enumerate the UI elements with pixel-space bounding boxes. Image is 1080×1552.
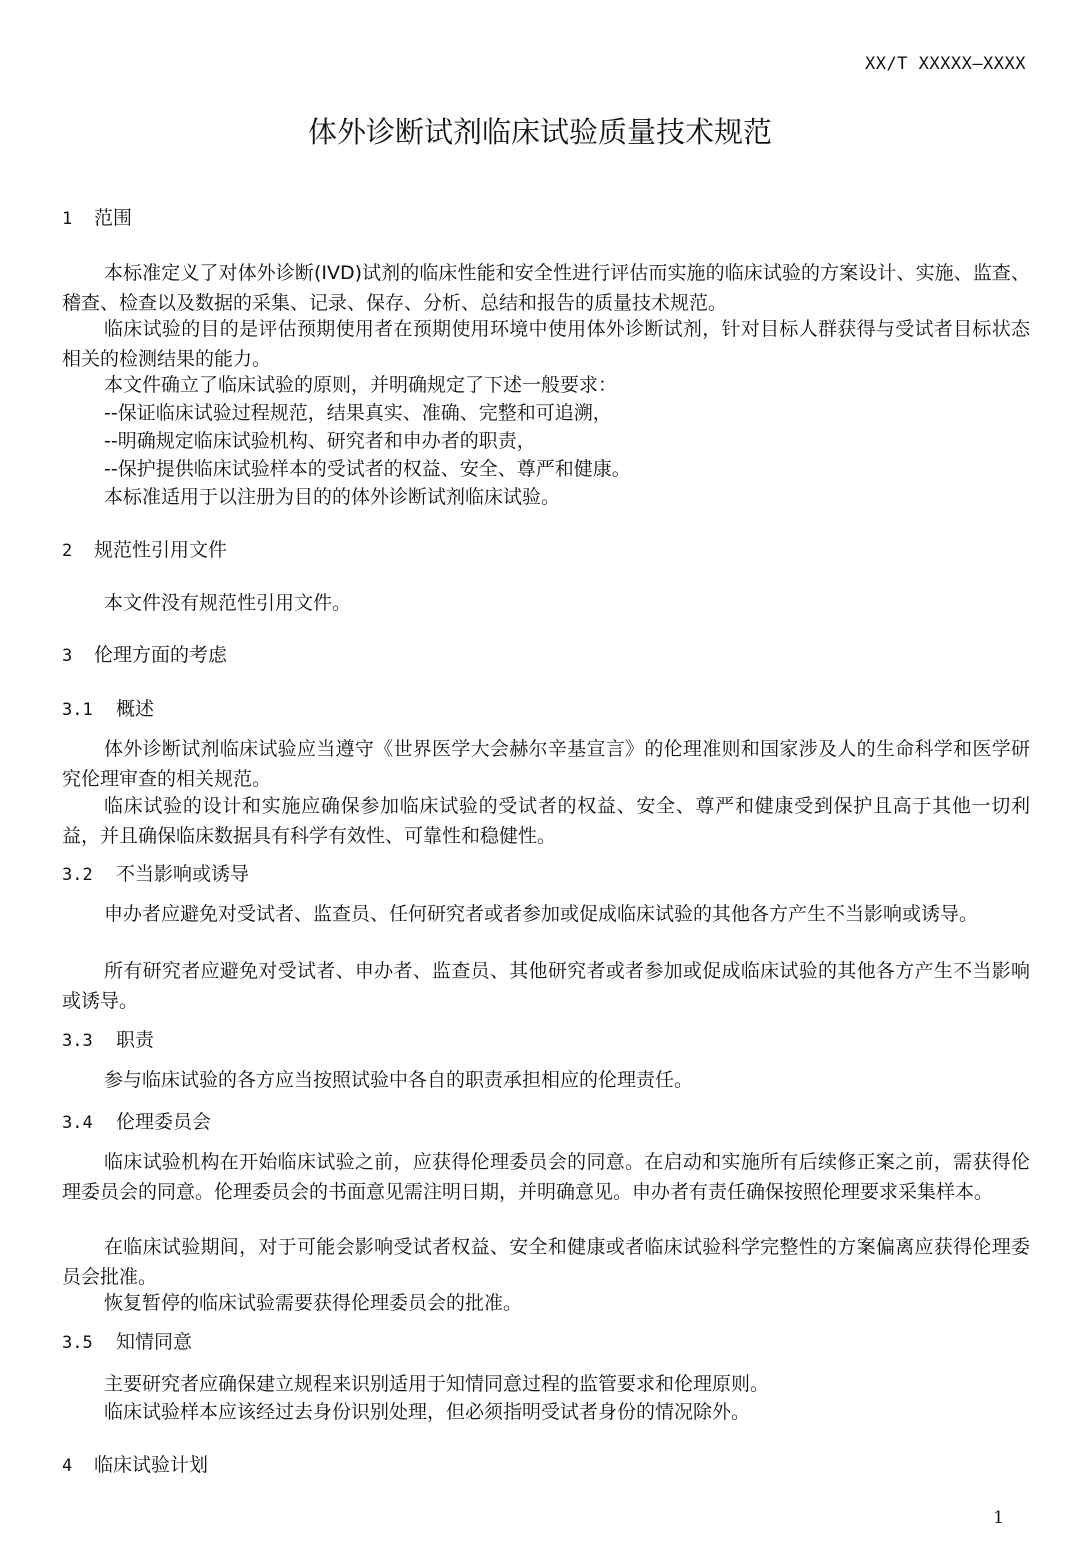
section-number: 4 xyxy=(62,1456,73,1476)
list-item: --保护提供临床试验样本的受试者的权益、安全、尊严和健康。 xyxy=(104,458,631,480)
section-title: 概述 xyxy=(116,698,155,720)
paragraph: 体外诊断试剂临床试验应当遵守《世界医学大会赫尔辛基宣言》的伦理准则和国家涉及人的生命科学和医学研究伦理审查的相关规范。 xyxy=(62,738,1030,790)
paragraph: 申办者应避免对受试者、监查员、任何研究者或者参加或促成临床试验的其他各方产生不当影响或诱导。 xyxy=(104,903,979,925)
standard-code: XX/T XXXXX—XXXX xyxy=(864,54,1026,74)
section-number: 2 xyxy=(62,541,73,561)
paragraph: 主要研究者应确保建立规程来识别适用于知情同意过程的监管要求和伦理原则。 xyxy=(104,1373,770,1395)
paragraph: 在临床试验期间，对于可能会影响受试者权益、安全和健康或者临床试验科学完整性的方案偏离应获得伦理委员会批准。 xyxy=(62,1236,1030,1288)
subsection-heading-3-5 xyxy=(62,1330,192,1355)
paragraph: 本文件确立了临床试验的原则，并明确规定了下述一般要求： xyxy=(104,374,618,396)
paragraph: 临床试验的设计和实施应确保参加临床试验的受试者的权益、安全、尊严和健康受到保护且高于其他一切利益，并且确保临床数据具有科学有效性、可靠性和稳健性。 xyxy=(62,795,1030,847)
section-number: 3.5 xyxy=(62,1333,93,1353)
subsection-heading-3-1 xyxy=(62,697,154,722)
section-heading-1 xyxy=(62,206,132,231)
section-number: 3.2 xyxy=(62,865,93,885)
paragraph: 本标准定义了对体外诊断(IVD)试剂的临床性能和安全性进行评估而实施的临床试验的方案设计、实施、监查、稽查、检查以及数据的采集、记录、保存、分析、总结和报告的质量技术规范。 xyxy=(62,262,1030,314)
paragraph: 恢复暂停的临床试验需要获得伦理委员会的批准。 xyxy=(104,1292,523,1314)
document-title: 体外诊断试剂临床试验质量技术规范 xyxy=(307,115,772,149)
paragraph: 本标准适用于以注册为目的的体外诊断试剂临床试验。 xyxy=(104,486,561,508)
section-heading-2 xyxy=(62,538,227,563)
paragraph: 临床试验的目的是评估预期使用者在预期使用环境中使用体外诊断试剂，针对目标人群获得与受试者目标状态相关的检测结果的能力。 xyxy=(62,318,1030,370)
section-title: 知情同意 xyxy=(116,1331,193,1353)
section-title: 伦理委员会 xyxy=(116,1111,212,1133)
section-title: 规范性引用文件 xyxy=(94,539,228,561)
list-item: --明确规定临床试验机构、研究者和申办者的职责， xyxy=(104,430,536,452)
subsection-heading-3-4 xyxy=(62,1110,211,1135)
section-title: 职责 xyxy=(116,1029,155,1051)
subsection-heading-3-3 xyxy=(62,1028,154,1053)
paragraph: 参与临床试验的各方应当按照试验中各自的职责承担相应的伦理责任。 xyxy=(104,1069,694,1091)
list-item: --保证临床试验过程规范，结果真实、准确、完整和可追溯， xyxy=(104,402,612,424)
section-heading-3 xyxy=(62,643,227,668)
page-number: 1 xyxy=(993,1508,1004,1528)
section-title: 范围 xyxy=(94,207,133,229)
section-heading-4 xyxy=(62,1453,208,1478)
section-number: 3.4 xyxy=(62,1113,93,1133)
subsection-heading-3-2 xyxy=(62,862,249,887)
section-title: 临床试验计划 xyxy=(94,1454,209,1476)
section-number: 3.3 xyxy=(62,1031,93,1051)
paragraph: 本文件没有规范性引用文件。 xyxy=(104,592,352,614)
section-number: 3 xyxy=(62,646,73,666)
paragraph: 临床试验样本应该经过去身份识别处理，但必须指明受试者身份的情况除外。 xyxy=(104,1401,751,1423)
section-title: 不当影响或诱导 xyxy=(116,863,250,885)
section-number: 3.1 xyxy=(62,700,93,720)
paragraph: 临床试验机构在开始临床试验之前，应获得伦理委员会的同意。在启动和实施所有后续修正案之前，需获得伦理委员会的同意。伦理委员会的书面意见需注明日期，并明确意见。申办者有责任确保按照伦理要求采集样本。 xyxy=(62,1151,1030,1203)
paragraph: 所有研究者应避免对受试者、申办者、监查员、其他研究者或者参加或促成临床试验的其他各方产生不当影响或诱导。 xyxy=(62,960,1030,1012)
section-number: 1 xyxy=(62,209,73,229)
section-title: 伦理方面的考虑 xyxy=(94,644,228,666)
